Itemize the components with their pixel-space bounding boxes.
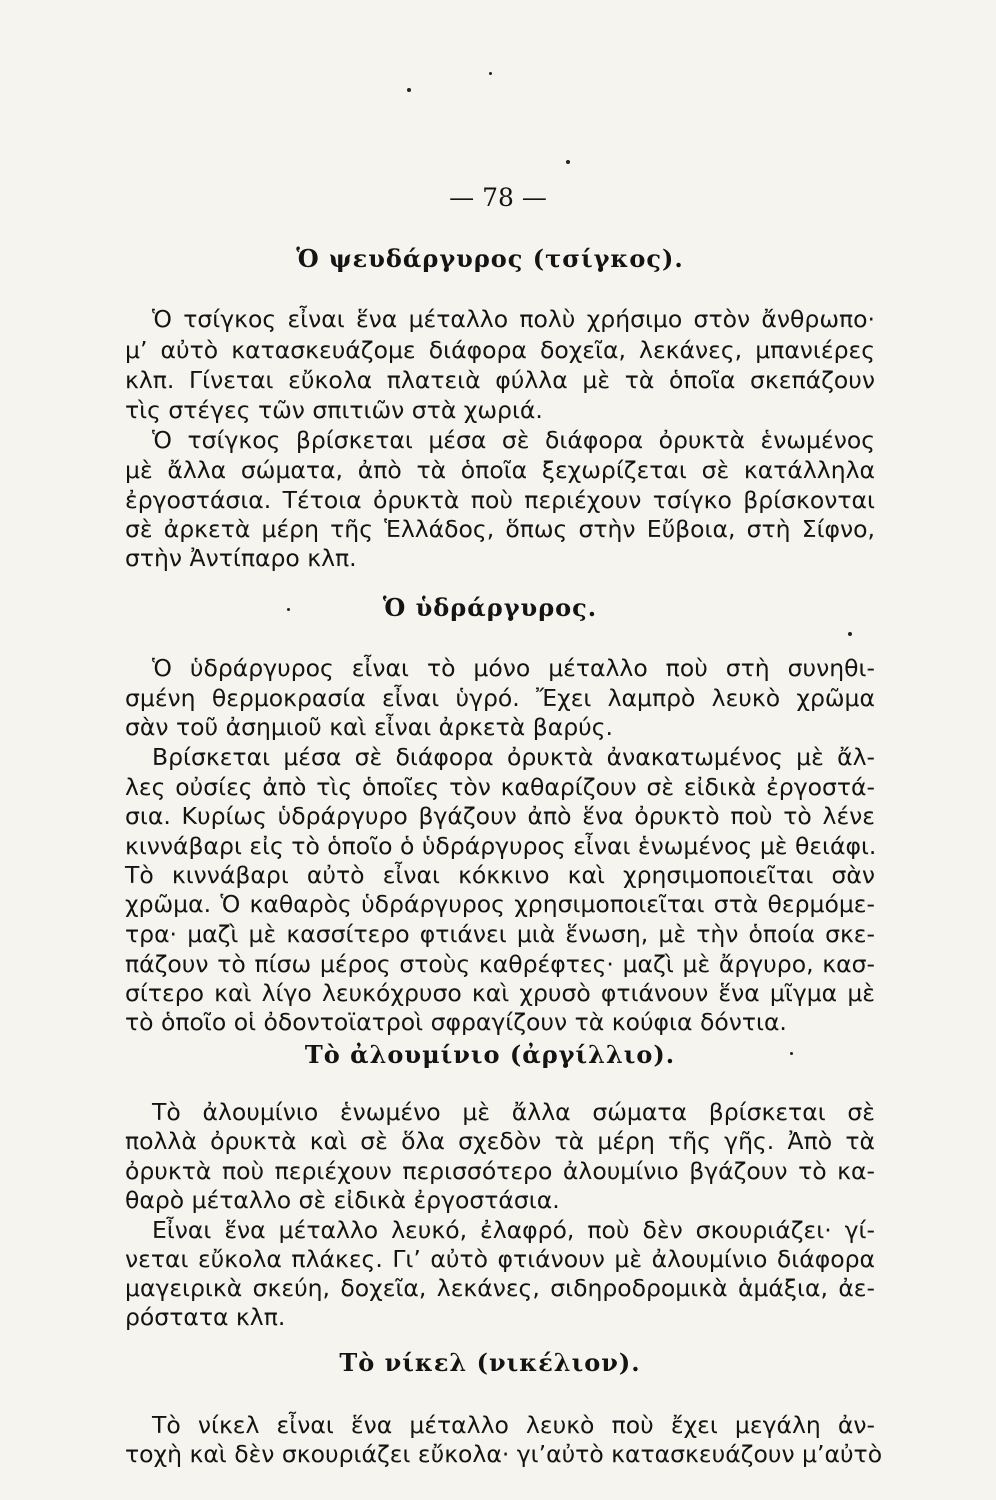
scan-speck (848, 632, 852, 636)
text-line: τοχὴ καὶ δὲν σκουριάζει εὔκολα· γι’αὐτὸ κατασκευάζουν μ’αὐτὸ (125, 1440, 883, 1468)
text-line: σίτερο καὶ λίγο λευκόχρυσο καὶ χρυσὸ φτιάνουν ἕνα μῖγμα μὲ (125, 979, 875, 1007)
scan-speck (407, 88, 411, 92)
text-line: μαγειρικὰ σκεύη, δοχεῖα, λεκάνες, σιδηροδρομικὰ ἁμάξια, ἀε- (125, 1274, 875, 1302)
text-line: Τὸ κιννάβαρι αὐτὸ εἶναι κόκκινο καὶ χρησιμοποιεῖται σὰν (125, 861, 875, 889)
text-line: ρόστατα κλπ. (125, 1303, 286, 1331)
text-line: νεται εὔκολα πλάκες. Γι’ αὐτὸ φτιάνουν μὲ ἀλουμίνιο διάφορα (125, 1245, 875, 1273)
text-line: Ὁ τσίγκος εἶναι ἕνα μέταλλο πολὺ χρήσιμο στὸν ἄνθρωπο· (152, 305, 875, 333)
text-line: λες οὐσίες ἀπὸ τὶς ὁποῖες τὸν καθαρίζουν σὲ εἰδικὰ ἐργοστά- (125, 773, 875, 801)
text-line: τρα· μαζὶ μὲ κασσίτερο φτιάνει μιὰ ἕνωση, μὲ τὴν ὁποία σκε- (125, 920, 875, 948)
text-line: κλπ. Γίνεται εὔκολα πλατειὰ φύλλα μὲ τὰ ὁποῖα σκεπάζουν (125, 366, 875, 394)
text-line: Εἶναι ἕνα μέταλλο λευκό, ἐλαφρό, ποὺ δὲν σκουριάζει· γί- (152, 1216, 875, 1244)
text-line: Τὸ νίκελ εἶναι ἕνα μέταλλο λευκὸ ποὺ ἔχει μεγάλη ἀν- (152, 1411, 875, 1439)
scan-speck (566, 160, 570, 164)
text-line: Ὁ τσίγκος βρίσκεται μέσα σὲ διάφορα ὀρυκτὰ ἑνωμένος (152, 426, 875, 454)
scan-speck (790, 1052, 793, 1055)
section-heading-nickel: Τὸ νίκελ (νικέλιον). (339, 1348, 641, 1377)
text-line: πολλὰ ὀρυκτὰ καὶ σὲ ὅλα σχεδὸν τὰ μέρη τῆς γῆς. Ἀπὸ τὰ (125, 1127, 875, 1155)
text-line: σμένη θερμοκρασία εἶναι ὑγρό. Ἔχει λαμπρὸ λευκὸ χρῶμα (125, 684, 875, 712)
section-heading-aluminium: Τὸ ἀλουμίνιο (ἀργίλλιο). (304, 1040, 676, 1069)
text-line: στὴν Ἀντίπαρο κλπ. (125, 544, 357, 572)
text-line: πάζουν τὸ πίσω μέρος στοὺς καθρέφτες· μαζὶ μὲ ἄργυρο, κασ- (125, 950, 875, 978)
scan-speck (489, 72, 492, 75)
text-line: μ’ αὐτὸ κατασκευάζομε διάφορα δοχεῖα, λεκάνες, μπανιέρες (125, 336, 875, 364)
text-line: μὲ ἄλλα σώματα, ἀπὸ τὰ ὁποῖα ξεχωρίζεται σὲ κατάλληλα (125, 456, 875, 484)
text-line: τὸ ὁποῖο οἱ ὀδοντοϊατροὶ σφραγίζουν τὰ κούφια δόντια. (125, 1008, 787, 1036)
text-line: ὀρυκτὰ ποὺ περιέχουν περισσότερο ἀλουμίνιο βγάζουν τὸ κα- (125, 1157, 875, 1185)
text-line: ἐργοστάσια. Τέτοια ὀρυκτὰ ποὺ περιέχουν τσίγκο βρίσκονται (125, 486, 875, 514)
text-line: σια. Κυρίως ὑδράργυρο βγάζουν ἀπὸ ἕνα ὀρυκτὸ ποὺ τὸ λένε (125, 802, 875, 830)
text-line: τὶς στέγες τῶν σπιτιῶν στὰ χωριά. (125, 396, 543, 424)
section-heading-zinc: Ὁ ψευδάργυρος (τσίγκος). (296, 244, 684, 273)
text-line: σὰν τοῦ ἀσημιοῦ καὶ εἶναι ἀρκετὰ βαρύς. (125, 713, 613, 741)
text-line: Ὁ ὑδράργυρος εἶναι τὸ μόνο μέταλλο ποὺ στὴ συνηθι- (152, 654, 875, 682)
text-line: σὲ ἀρκετὰ μέρη τῆς Ἑλλάδος, ὅπως στὴν Εὔβοια, στὴ Σίφνο, (125, 515, 875, 543)
text-line: χρῶμα. Ὁ καθαρὸς ὑδράργυρος χρησιμοποιεῖται στὰ θερμόμε- (125, 890, 875, 918)
text-line: Τὸ ἀλουμίνιο ἑνωμένο μὲ ἄλλα σώματα βρίσκεται σὲ (152, 1098, 875, 1126)
page-number: — 78 — (449, 183, 547, 212)
scan-speck (287, 608, 290, 611)
text-line: κιννάβαρι εἰς τὸ ὁποῖο ὁ ὑδράργυρος εἶναι ἑνωμένος μὲ θειάφι. (125, 832, 877, 860)
section-heading-mercury: Ὁ ὑδράργυρος. (382, 593, 598, 622)
text-line: Βρίσκεται μέσα σὲ διάφορα ὀρυκτὰ ἀνακατωμένος μὲ ἄλ- (152, 743, 875, 771)
text-line: θαρὸ μέταλλο σὲ εἰδικὰ ἐργοστάσια. (125, 1186, 560, 1214)
